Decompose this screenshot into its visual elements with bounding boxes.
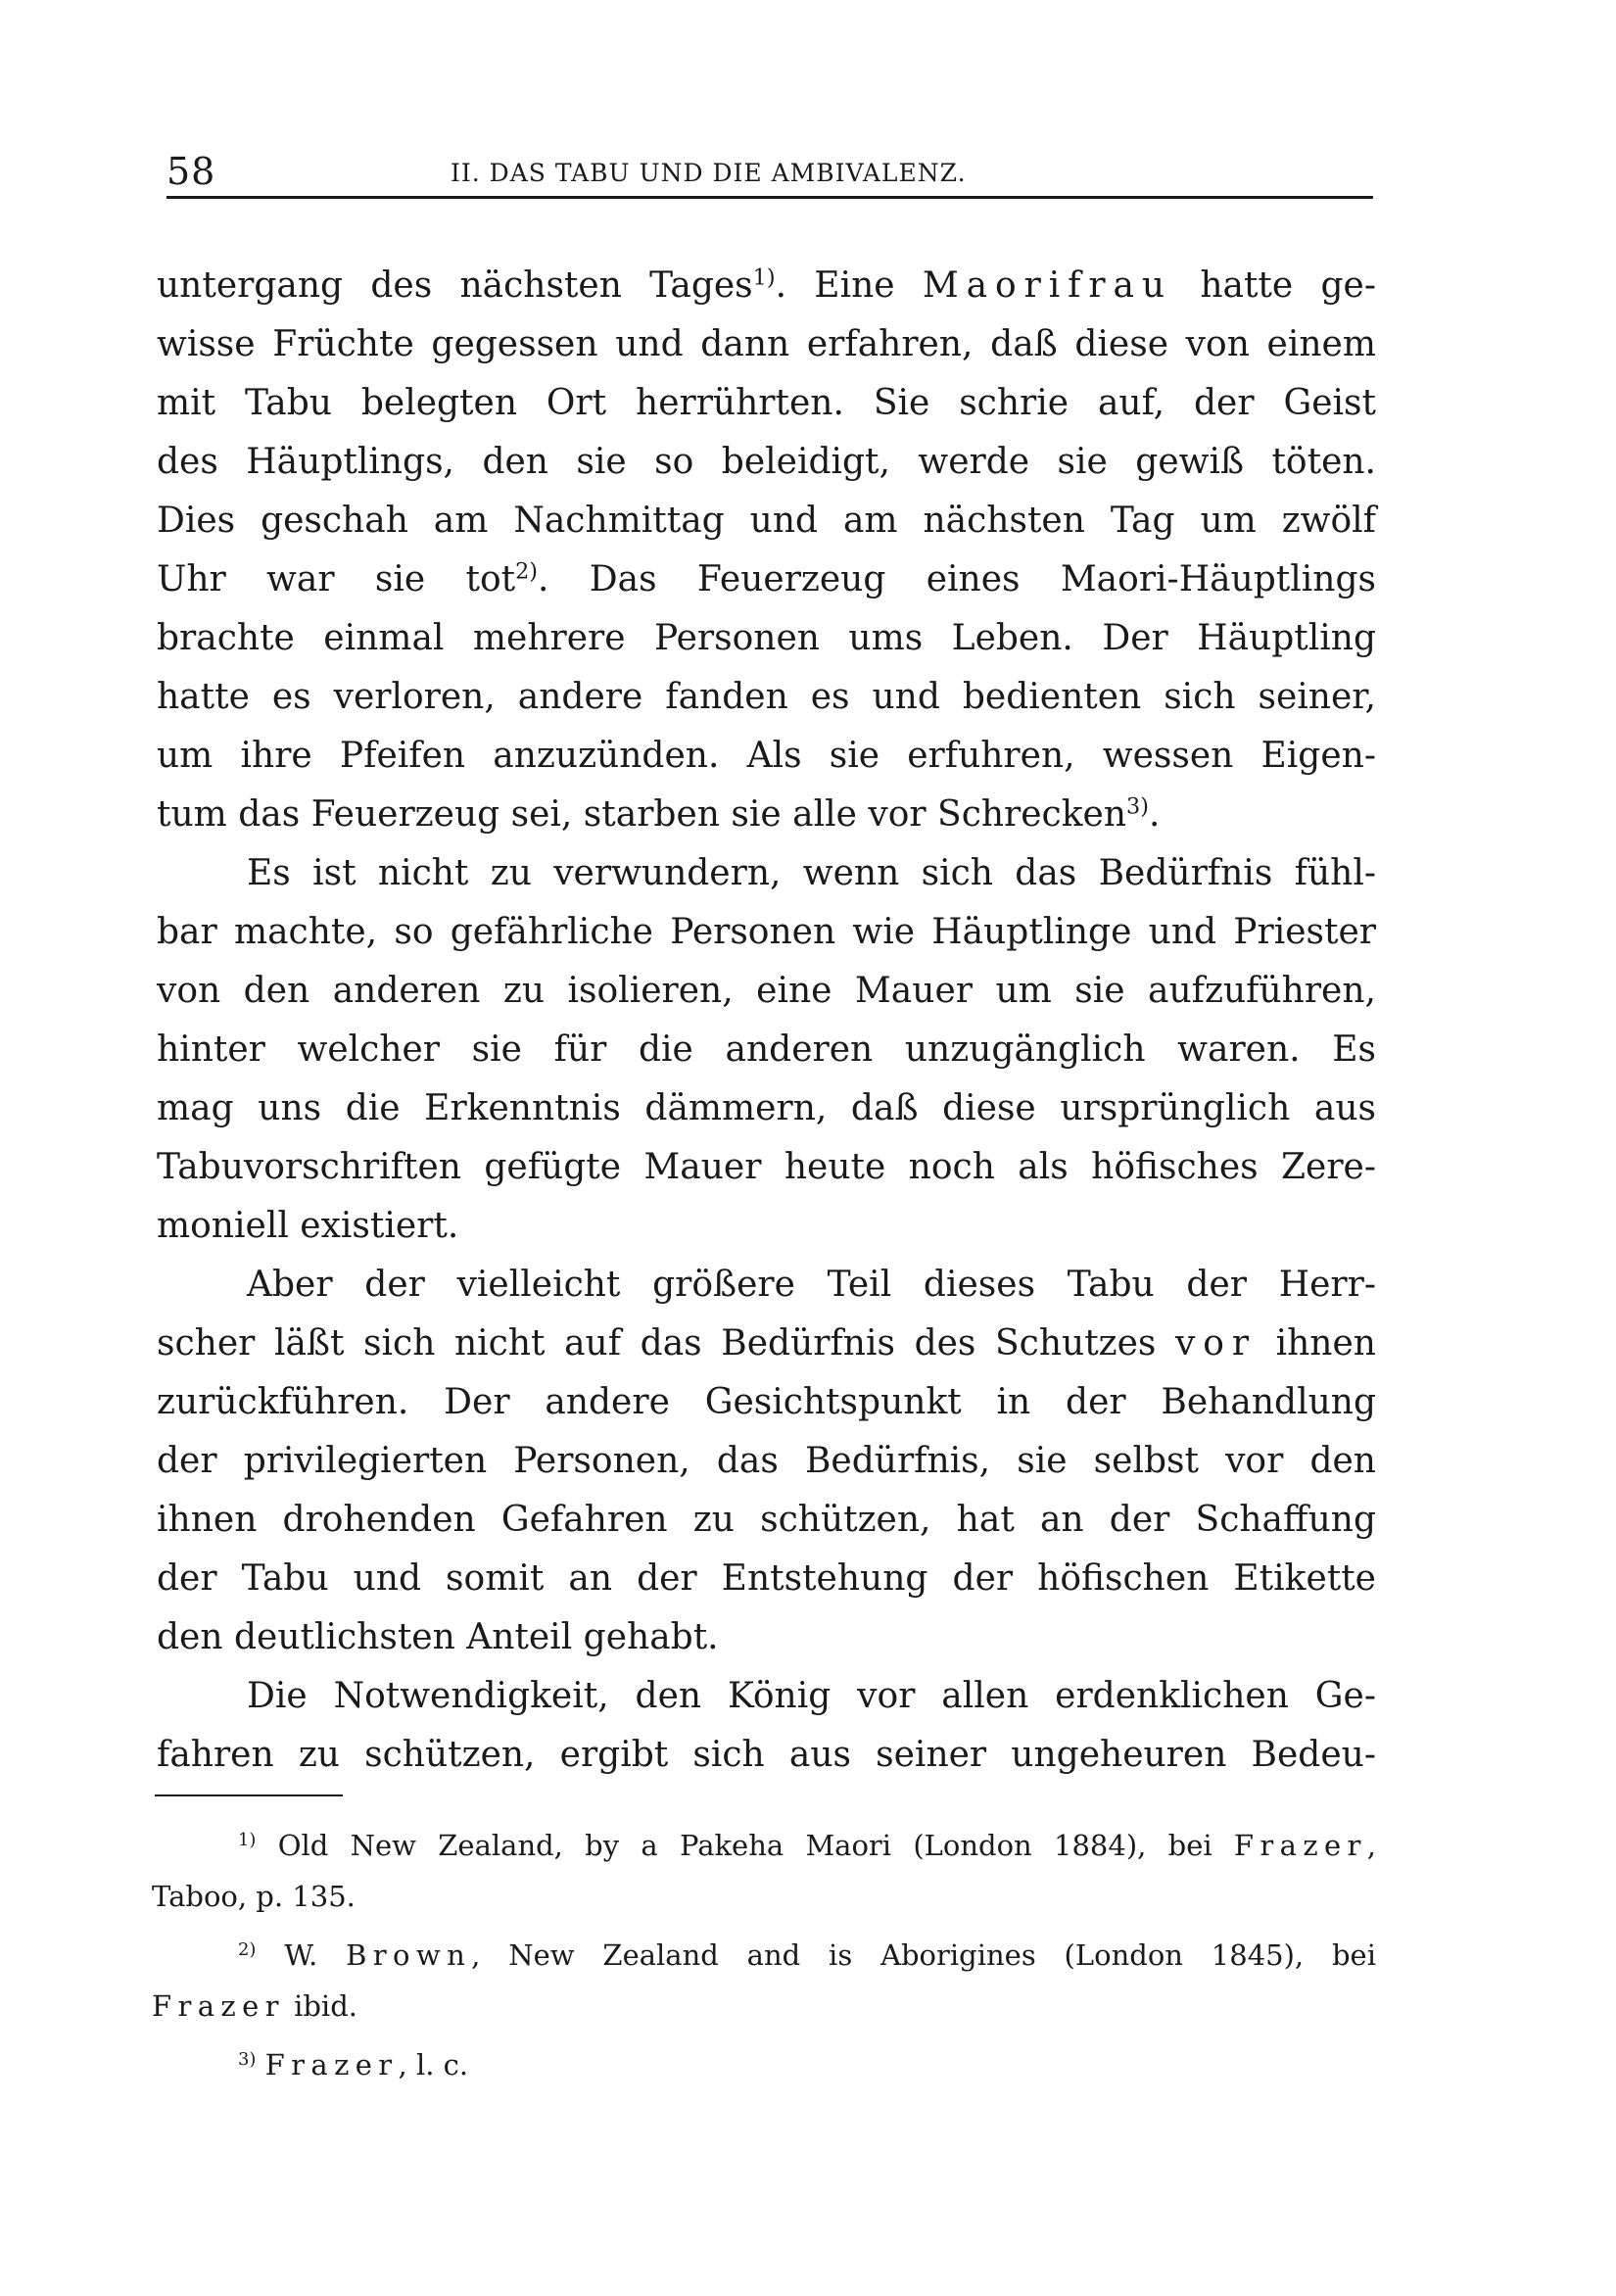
footnote-line: Frazer ibid. bbox=[152, 1989, 357, 2023]
footnote-line: $^{3)}$ Frazer, l. c. bbox=[238, 2048, 469, 2081]
text-line: fahren zu schützen, ergibt sich aus seiner ungeheuren Bedeu- bbox=[157, 1735, 1376, 1775]
text-line: Die Notwendigkeit, den König vor allen erdenklichen Ge- bbox=[247, 1676, 1376, 1716]
page-number: 58 bbox=[166, 150, 216, 193]
body-text bbox=[157, 257, 1376, 1785]
footnote-2 bbox=[152, 1930, 1376, 2032]
text-line: untergang des nächsten Tages$^{1)}$. Eine Maorifrau hatte ge- bbox=[157, 264, 1376, 306]
text-line: um ihre Pfeifen anzuzünden. Als sie erfuhren, wessen Eigen- bbox=[157, 736, 1376, 776]
text-line: Tabuvorschriften gefügte Mauer heute noch als höfisches Zere- bbox=[157, 1147, 1376, 1187]
paragraph-1 bbox=[157, 257, 1376, 844]
footnote-line: Taboo, p. 135. bbox=[152, 1880, 356, 1913]
paragraph-3 bbox=[157, 1256, 1376, 1667]
header-rule bbox=[166, 196, 1373, 199]
text-line: brachte einmal mehrere Personen ums Leben. Der Häuptling bbox=[157, 618, 1376, 658]
text-line: zurückführen. Der andere Gesichtspunkt in der Behandlung bbox=[157, 1382, 1376, 1422]
text-line: Es ist nicht zu verwundern, wenn sich das Bedürfnis fühl- bbox=[247, 853, 1376, 893]
text-line: wisse Früchte gegessen und dann erfahren, daß diese von einem bbox=[157, 324, 1376, 364]
footnote-1 bbox=[152, 1820, 1376, 1922]
footnote-3 bbox=[152, 2039, 1376, 2090]
text-line: des Häuptlings, den sie so beleidigt, werde sie gewiß töten. bbox=[157, 442, 1376, 482]
footnote-rule bbox=[155, 1794, 343, 1796]
text-line: tum das Feuerzeug sei, starben sie alle vor Schrecken$^{3)}$. bbox=[157, 793, 1161, 835]
running-head: II. DAS TABU UND DIE AMBIVALENZ. bbox=[451, 159, 967, 187]
text-line: Dies geschah am Nachmittag und am nächsten Tag um zwölf bbox=[157, 501, 1376, 541]
text-line: der Tabu und somit an der Entstehung der höfischen Etikette bbox=[157, 1558, 1376, 1599]
text-line: scher läßt sich nicht auf das Bedürfnis des Schutzes vor ihnen bbox=[157, 1323, 1376, 1363]
text-line: den deutlichsten Anteil gehabt. bbox=[157, 1617, 719, 1657]
text-line: Uhr war sie tot$^{2)}$. Das Feuerzeug eines Maori-Häuptlings bbox=[157, 558, 1376, 599]
text-line: der privilegierten Personen, das Bedürfnis, sie selbst vor den bbox=[157, 1441, 1376, 1481]
text-line: moniell existiert. bbox=[157, 1206, 459, 1246]
paragraph-4 bbox=[157, 1667, 1376, 1785]
text-line: Aber der vielleicht größere Teil dieses Tabu der Herr- bbox=[247, 1265, 1376, 1305]
text-line: mag uns die Erkenntnis dämmern, daß diese ursprünglich aus bbox=[157, 1088, 1376, 1128]
footnote-line: $^{2)}$ W. Brown, New Zealand and is Aborigines (London 1845), bei bbox=[238, 1938, 1376, 1972]
text-line: hatte es verloren, andere fanden es und bedienten sich seiner, bbox=[157, 677, 1376, 717]
text-line: bar machte, so gefährliche Personen wie Häuptlinge und Priester bbox=[157, 912, 1376, 952]
text-line: ihnen drohenden Gefahren zu schützen, hat an der Schaffung bbox=[157, 1500, 1376, 1540]
text-line: hinter welcher sie für die anderen unzugänglich waren. Es bbox=[157, 1029, 1376, 1070]
text-line: mit Tabu belegten Ort herrührten. Sie schrie auf, der Geist bbox=[157, 383, 1376, 423]
footnote-line: $^{1)}$ Old New Zealand, by a Pakeha Maori (London 1884), bei Frazer, bbox=[238, 1829, 1376, 1862]
page-header bbox=[166, 145, 1373, 198]
text-line: von den anderen zu isolieren, eine Mauer um sie aufzuführen, bbox=[157, 971, 1376, 1011]
paragraph-2 bbox=[157, 844, 1376, 1256]
footnotes bbox=[152, 1820, 1376, 2090]
